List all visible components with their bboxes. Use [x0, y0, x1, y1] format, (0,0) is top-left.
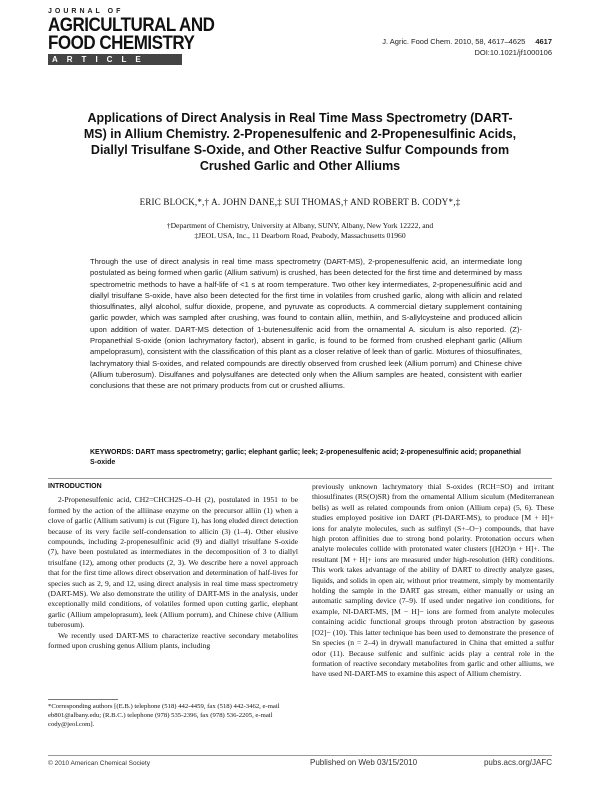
left-column: [48, 482, 298, 652]
abstract: Through the use of direct analysis in real time mass spectrometry (DART-MS), 2-propenesulfenic acid, an intermediate long postulated as being formed when garlic (Allium sativum) is crushed, has been detected for the first time and determined by mass spectrometric methods to have a half-life of <1 s at room temperature. Two other key intermediates, 2-propenesulfinic acid and diallyl trisulfane S-oxide, have also been detected for the first time in volatiles from crushed garlic, along with allicin and related thiosulfinates, allyl alcohol, sulfur dioxide, propene, and pyruvate as coproducts. A commercial dietary supplement containing garlic powder, which was sampled after crushing, was found to contain alliin, methiin, and S-allylcysteine and produced allicin upon addition of water. DART-MS detection of 1-butenesulfenic acid from the ornamental A. siculum is also reported. (Z)-Propanethial S-oxide (onion lachrymatory factor), absent in garlic, is found to be formed from crushed elephant garlic (Allium ampeloprasum), consistent with the classification of this plant as a closer relative of leek than of garlic. Mixtures of thiosulfinates, lachrymatory thial S-oxides, and related compounds are directly observed from crushed leek (Allium porrum) and Chinese chive (Allium tuberosum). Disulfanes and polysulfanes are detected only when the Allium samples are heated, consistent with earlier conclusions that these are not primary products from cut or crushed alliums.: [90, 257, 522, 391]
affiliations: [60, 221, 540, 241]
citation-block: [382, 36, 552, 58]
footer-divider: [48, 755, 552, 756]
affiliation-1: †Department of Chemistry, University at Albany, SUNY, Albany, New York 12222, and: [166, 221, 434, 230]
citation-ref: J. Agric. Food Chem. 2010, 58, 4617–4625: [382, 37, 526, 46]
divider: [48, 478, 552, 479]
publication-date: Published on Web 03/15/2010: [310, 758, 418, 767]
masthead-line2: FOOD CHEMISTRY: [48, 31, 195, 54]
intro-paragraph-2: We recently used DART-MS to characterize reactive secondary metabolites formed upon crushing genus Allium plants, including: [48, 630, 298, 651]
author-list: ERIC BLOCK,*,† A. JOHN DANE,‡ SUI THOMAS,† AND ROBERT B. CODY*,‡: [139, 197, 461, 207]
article-title: Applications of Direct Analysis in Real Time Mass Spectrometry (DART-MS) in Allium Chemistry. 2-Propenesulfenic and 2-Propenesulfinic Acids, Diallyl Trisulfane S-Oxide, and Other Reactive Sulfur Compounds from Crushed Garlic and Other Alliums: [83, 111, 517, 173]
footnote-divider: [48, 699, 118, 700]
journal-masthead: [48, 8, 258, 65]
copyright: © 2010 American Chemical Society: [48, 760, 150, 767]
affiliation-2: ‡JEOL USA, Inc., 11 Dearborn Road, Peabody, Massachusetts 01960: [194, 231, 406, 240]
right-column: [312, 482, 554, 680]
intro-paragraph-3: previously unknown lachrymatory thial S-oxides (RCH=SO) and irritant thiosulfinates (RS(O)SR) from the ornamental Allium siculum (Mediterranean bells) as well as related compounds from onion (Allium cepa) (5, 6). These studies employed positive ion DART (PI-DART-MS), to produce [M + H]+ ions for analyte molecules, such as sulfinyl (S+–O−) compounds, that have high proton affinities due to strong bond polarity. Protonation occurs when analyte molecules collide with protonated water clusters [(H2O)n + H]+. The resultant [M + H]+ ions are measured under high-resolution (HR) conditions. This work takes advantage of the ability of DART to directly analyze gases, liquids, and solids in open air, without prior treatment, simply by momentarily holding the sample in the DART gas stream, either manually or using an automatic sampling device (7–9). If used under negative ion conditions, for example, NI-DART-MS, [M − H]− ions are formed from analyte molecules containing acidic functional groups through proton abstraction by gaseous [O2]− (10). This latter technique has been used to demonstrate the presence of Sn species (n = 2–4) in drywall manufactured in China that emitted a sulfur odor (11). Because sulfenic and sulfinic acids play a central role in the formation of reactive secondary metabolites from garlic and other alliums, we have used NI-DART-MS to examine this aspect of Allium chemistry.: [312, 482, 554, 679]
masthead-line1: AGRICULTURAL AND: [48, 13, 215, 36]
intro-paragraph-1: 2-Propenesulfenic acid, CH2=CHCH2S–O–H (2), postulated in 1951 to be formed by the action of the alliinase enzyme on the precursor alliin (1) when a clove of garlic (Allium sativum) is cut (Figure 1), has long eluded direct detection because of its very facile self-condensation to allicin (3) (1–4). Other elusive compounds, including 2-propenesulfinic acid (9) and diallyl trisulfane S-oxide (7), have been postulated as intermediates in the decomposition of 3 to diallyl trisulfane (12), among other products (2, 3). We describe here a novel approach that for the first time allows direct observation and determination of half-lives for species such as 2, 9, and 12, using direct analysis in real time mass spectrometry (DART-MS). We also demonstrate the utility of DART-MS in the analysis, under exceptionally mild conditions, of volatiles formed upon cutting garlic, elephant garlic (Allium ampeloprasum), leek (Allium porrum), and Chinese chive (Allium tuberosum).: [48, 495, 298, 630]
masthead-section: ARTICLE: [48, 54, 182, 65]
section-heading: INTRODUCTION: [48, 483, 102, 490]
page-number: 4617: [535, 37, 552, 46]
journal-url[interactable]: pubs.acs.org/JAFC: [483, 758, 552, 767]
corresponding-author-footnote: *Corresponding authors [(E.B.) telephone (518) 442-4459, fax (518) 442-3462, e-mail eb801@albany.edu; (R.B.C.) telephone (978) 535-2396, fax (978) 536-2205, e-mail cody@jeol.com].: [48, 703, 280, 728]
keywords: KEYWORDS: DART mass spectrometry; garlic; elephant garlic; leek; 2-propenesulfenic acid; 2-propenesulfinic acid; propanethial S-oxide: [90, 449, 521, 466]
doi[interactable]: DOI:10.1021/jf1000106: [474, 48, 552, 57]
masthead-journal-of: JOURNAL OF: [48, 8, 124, 15]
